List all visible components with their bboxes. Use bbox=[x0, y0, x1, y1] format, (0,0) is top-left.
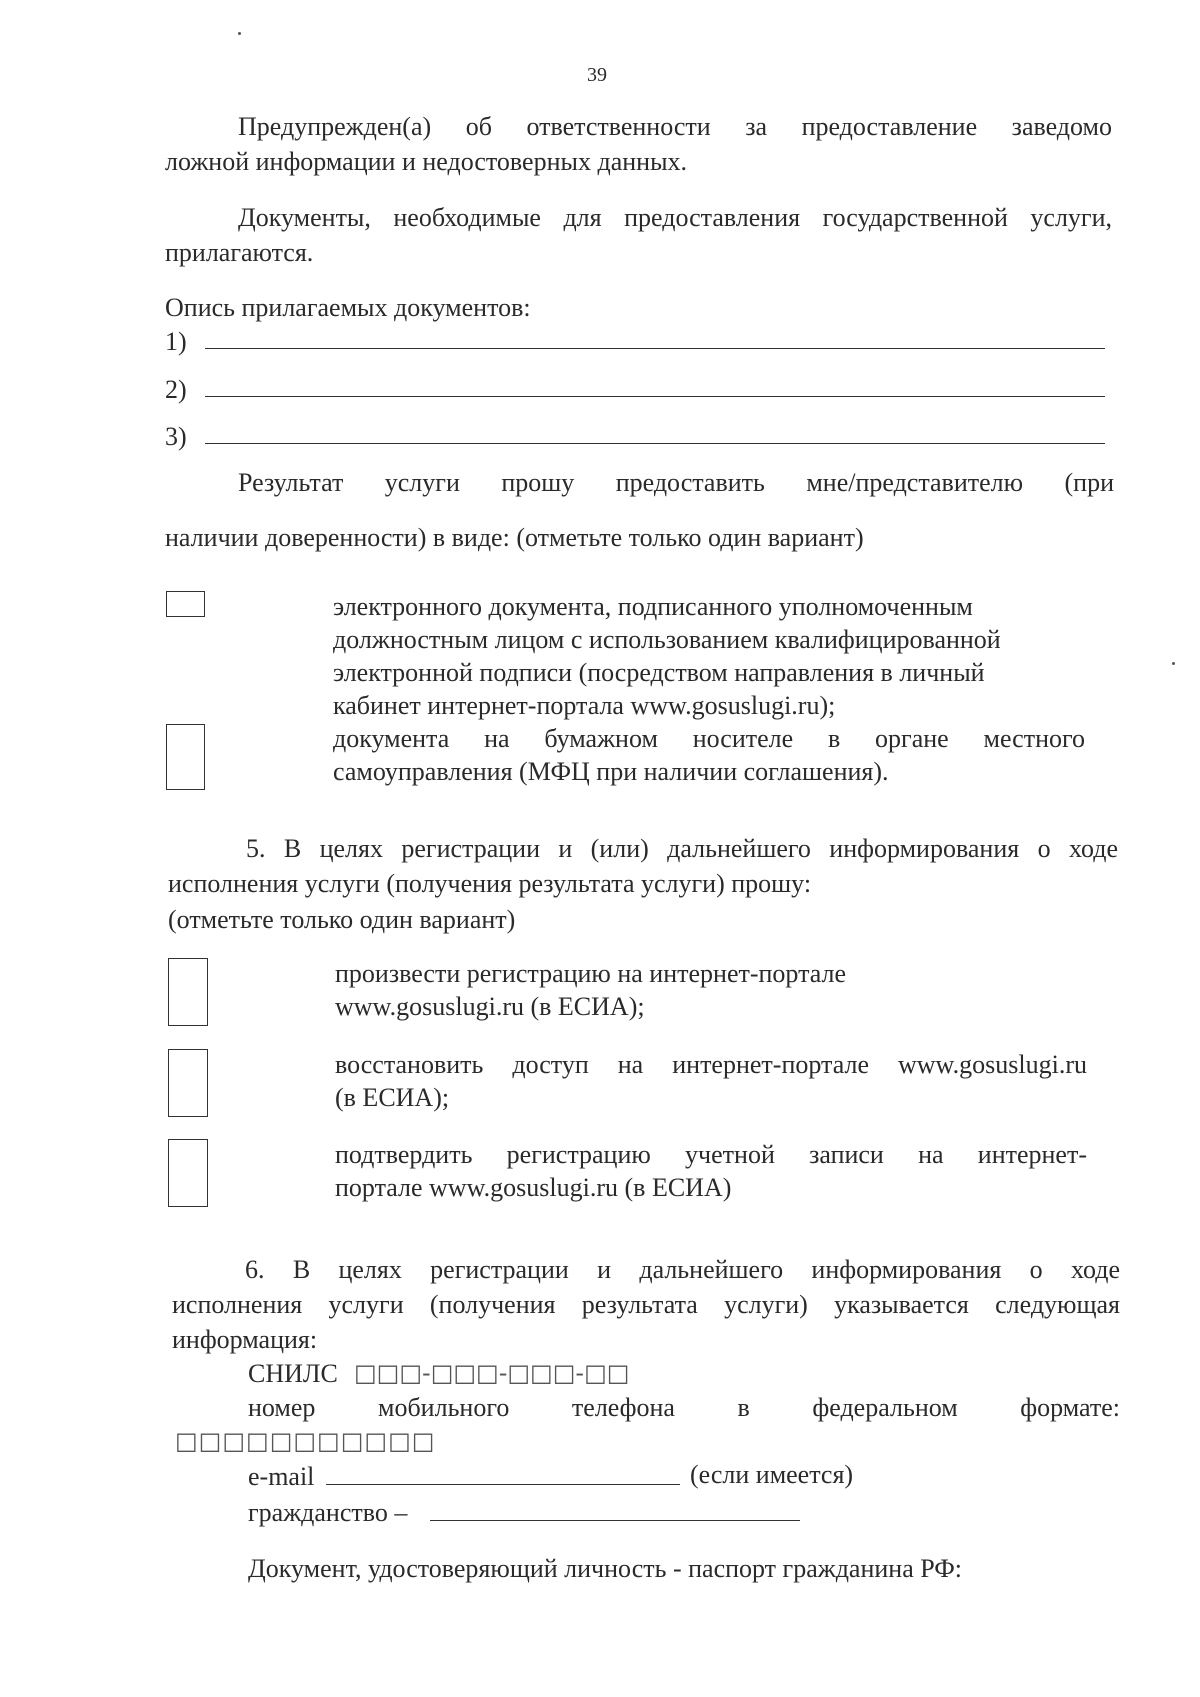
inventory-item-number: 1) bbox=[165, 327, 187, 356]
scan-speck bbox=[1172, 662, 1175, 665]
result-option-paper-line: самоуправления (МФЦ при наличии соглашения). bbox=[333, 757, 889, 786]
result-option-electronic-line: электронной подписи (посредством направления в личный bbox=[333, 658, 985, 687]
email-note: (если имеется) bbox=[690, 1460, 854, 1489]
result-option-electronic-line: должностным лицом с использованием квалифицированной bbox=[333, 625, 1001, 654]
warning-line-2: ложной информации и недостоверных данных. bbox=[165, 147, 688, 176]
email-label: e-mail bbox=[248, 1462, 315, 1491]
result-option-electronic-checkbox[interactable] bbox=[166, 591, 205, 617]
section6-line-1: 6. В целях регистрации и дальнейшего информирования о ходе bbox=[245, 1255, 1120, 1284]
result-option-electronic-line: электронного документа, подписанного уполномоченным bbox=[333, 592, 973, 621]
section5-option-restore-line: восстановить доступ на интернет-портале www.gosuslugi.ru bbox=[335, 1050, 1087, 1079]
citizenship-label: гражданство – bbox=[248, 1498, 408, 1527]
result-line-2: наличии доверенности) в виде: (отметьте только один вариант) bbox=[165, 523, 864, 552]
snils-mask[interactable]: □□□-□□□-□□□-□□ bbox=[354, 1359, 630, 1387]
section5-option-register-line: произвести регистрацию на интернет-портале bbox=[335, 959, 847, 988]
result-option-paper-line: документа на бумажном носителе в органе местного bbox=[333, 724, 1085, 753]
section5-line-3: (отметьте только один вариант) bbox=[168, 905, 516, 934]
section5-line-2: исполнения услуги (получения результата услуги) прошу: bbox=[168, 869, 812, 898]
result-option-paper-checkbox[interactable] bbox=[166, 724, 205, 790]
snils-label: СНИЛС bbox=[248, 1359, 338, 1388]
phone-label-line: номер мобильного телефона в федеральном формате: bbox=[248, 1393, 1120, 1422]
id-document-line: Документ, удостоверяющий личность - паспорт гражданина РФ: bbox=[248, 1554, 963, 1583]
section5-option-restore-line: (в ЕСИА); bbox=[335, 1083, 450, 1112]
section6-line-2: исполнения услуги (получения результата услуги) указывается следующая bbox=[172, 1290, 1120, 1319]
phone-mask[interactable]: □□□□□□□□□□□ bbox=[175, 1427, 436, 1455]
inventory-title: Опись прилагаемых документов: bbox=[165, 293, 531, 322]
email-field[interactable] bbox=[326, 1484, 680, 1485]
scan-speck bbox=[238, 32, 241, 35]
citizenship-field[interactable] bbox=[430, 1520, 800, 1521]
section6-line-3: информация: bbox=[172, 1325, 318, 1354]
result-line-1: Результат услуги прошу предоставить мне/представителю (при bbox=[238, 468, 1114, 497]
section5-option-confirm-checkbox[interactable] bbox=[168, 1139, 208, 1207]
inventory-item-field[interactable] bbox=[205, 443, 1105, 444]
section5-option-confirm-line: подтвердить регистрацию учетной записи на интернет- bbox=[335, 1140, 1087, 1169]
section5-option-register-line: www.gosuslugi.ru (в ЕСИА); bbox=[335, 992, 645, 1021]
inventory-item-number: 3) bbox=[165, 422, 187, 451]
section5-line-1: 5. В целях регистрации и (или) дальнейшего информирования о ходе bbox=[246, 834, 1118, 863]
section5-option-register-checkbox[interactable] bbox=[168, 958, 208, 1026]
page-number: 39 bbox=[587, 64, 607, 86]
inventory-item-field[interactable] bbox=[205, 396, 1105, 397]
inventory-item-field[interactable] bbox=[205, 348, 1105, 349]
docs-attached-line-2: прилагаются. bbox=[165, 238, 314, 267]
result-option-electronic-line: кабинет интернет-портала www.gosuslugi.ru); bbox=[333, 691, 836, 720]
docs-attached-line-1: Документы, необходимые для предоставления государственной услуги, bbox=[238, 203, 1112, 232]
inventory-item-number: 2) bbox=[165, 375, 187, 404]
section5-option-restore-checkbox[interactable] bbox=[168, 1049, 208, 1117]
warning-line-1: Предупрежден(а) об ответственности за предоставление заведомо bbox=[238, 112, 1112, 141]
section5-option-confirm-line: портале www.gosuslugi.ru (в ЕСИА) bbox=[335, 1173, 732, 1202]
